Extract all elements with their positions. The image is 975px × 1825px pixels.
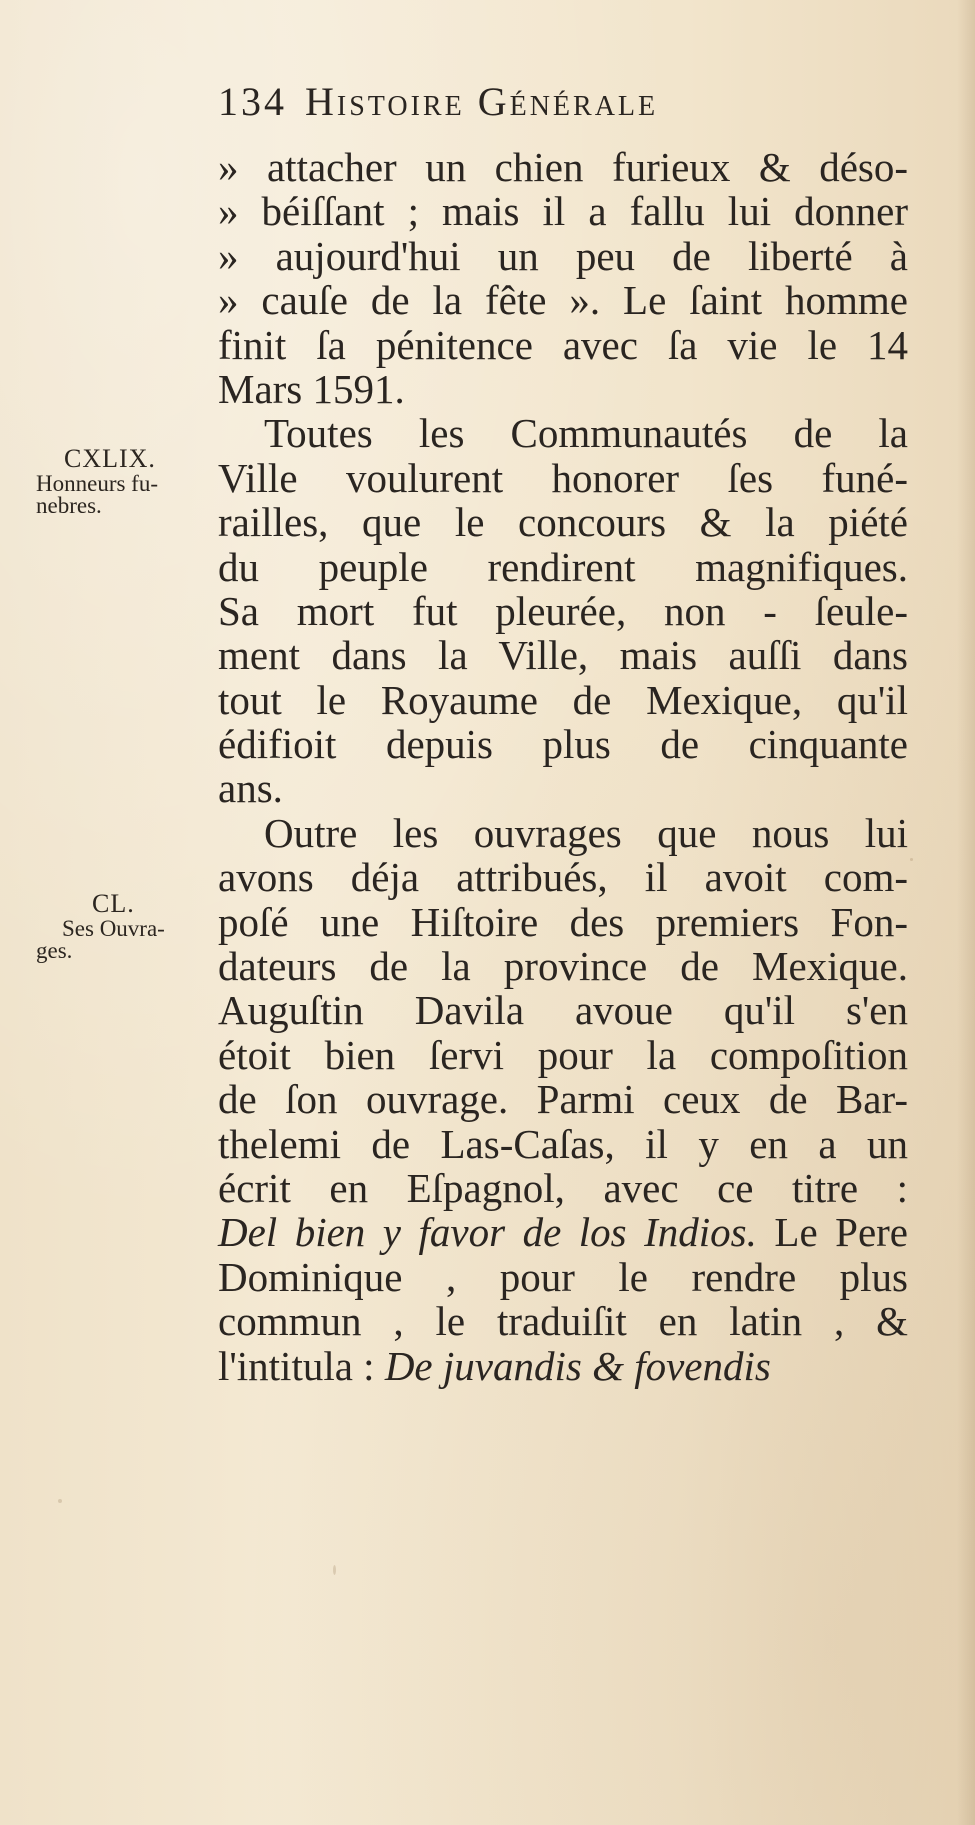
text-line: écrit en Eſpagnol, avec ce titre : — [218, 1164, 908, 1211]
running-title: Histoire Générale — [305, 79, 659, 124]
italic-title: Del bien y favor de los Indios. — [218, 1209, 757, 1256]
text-line — [218, 1210, 908, 1254]
paper-speck — [58, 1499, 62, 1503]
text-line: Toutes les Communautés de la — [264, 410, 908, 457]
margin-note-cl — [36, 889, 206, 963]
page-edge-shading — [957, 0, 975, 1825]
text-line: Dominique , pour le rendre plus — [218, 1253, 908, 1300]
text-line: finit ſa pénitence avec ſa vie le 14 — [218, 321, 908, 368]
text-segment: l'intitula : — [218, 1342, 385, 1389]
running-header — [218, 78, 878, 138]
margin-note-heading-line: nebres. — [36, 493, 102, 518]
text-line — [218, 1344, 908, 1388]
text-line: Outre les ouvrages que nous lui — [264, 809, 908, 856]
text-line: railles, que le concours & la piété — [218, 499, 908, 546]
body-text — [218, 145, 908, 1388]
italic-title: De juvandis & fovendis — [384, 1342, 771, 1389]
page-number: 134 — [218, 79, 287, 124]
margin-note-heading-line: Honneurs fu- — [36, 471, 158, 496]
text-line: dateurs de la province de Mexique. — [218, 943, 908, 990]
text-line: poſé une Hiſtoire des premiers Fon- — [218, 898, 908, 945]
text-line: » cauſe de la fête ». Le ſaint homme — [218, 277, 908, 324]
text-lines — [218, 145, 908, 1210]
text-line: Auguſtin Davila avoue qu'il s'en — [218, 987, 908, 1034]
text-line: thelemi de Las-Caſas, il y en a un — [218, 1120, 908, 1167]
text-line: édifioit depuis plus de cinquante — [218, 721, 908, 768]
paper-speck — [333, 1565, 336, 1575]
text-line: tout le Royaume de Mexique, qu'il — [218, 676, 908, 723]
text-line: commun , le traduiſit en latin , & — [218, 1298, 908, 1345]
text-line: ans. — [218, 765, 283, 812]
paper-speck — [910, 858, 913, 861]
margin-note-number: CXLIX. — [64, 444, 156, 473]
margin-note-heading-line: ges. — [36, 938, 73, 963]
text-line: » béiſſant ; mais il a fallu lui donner — [218, 188, 908, 235]
text-line: ment dans la Ville, mais auſſi dans — [218, 632, 908, 679]
margin-note-heading-line: Ses Ouvra- — [62, 916, 165, 941]
text-line: Mars 1591. — [218, 365, 405, 412]
text-line: Ville voulurent honorer ſes funé- — [218, 454, 908, 501]
text-line: avons déja attribués, il avoit com- — [218, 854, 908, 901]
margin-note-cxlix — [36, 444, 206, 518]
margin-note-number: CL. — [92, 889, 135, 918]
text-line: » attacher un chien furieux & déso- — [218, 144, 908, 190]
text-line: du peuple rendirent magnifiques. — [218, 543, 908, 590]
text-segment: Le Pere — [756, 1209, 909, 1256]
text-line: Sa mort fut pleurée, non - ſeule- — [218, 587, 908, 634]
text-line: étoit bien ſervi pour la compoſition — [218, 1031, 908, 1078]
text-line: de ſon ouvrage. Parmi ceux de Bar- — [218, 1076, 908, 1123]
text-line: » aujourd'hui un peu de liberté à — [218, 232, 908, 279]
